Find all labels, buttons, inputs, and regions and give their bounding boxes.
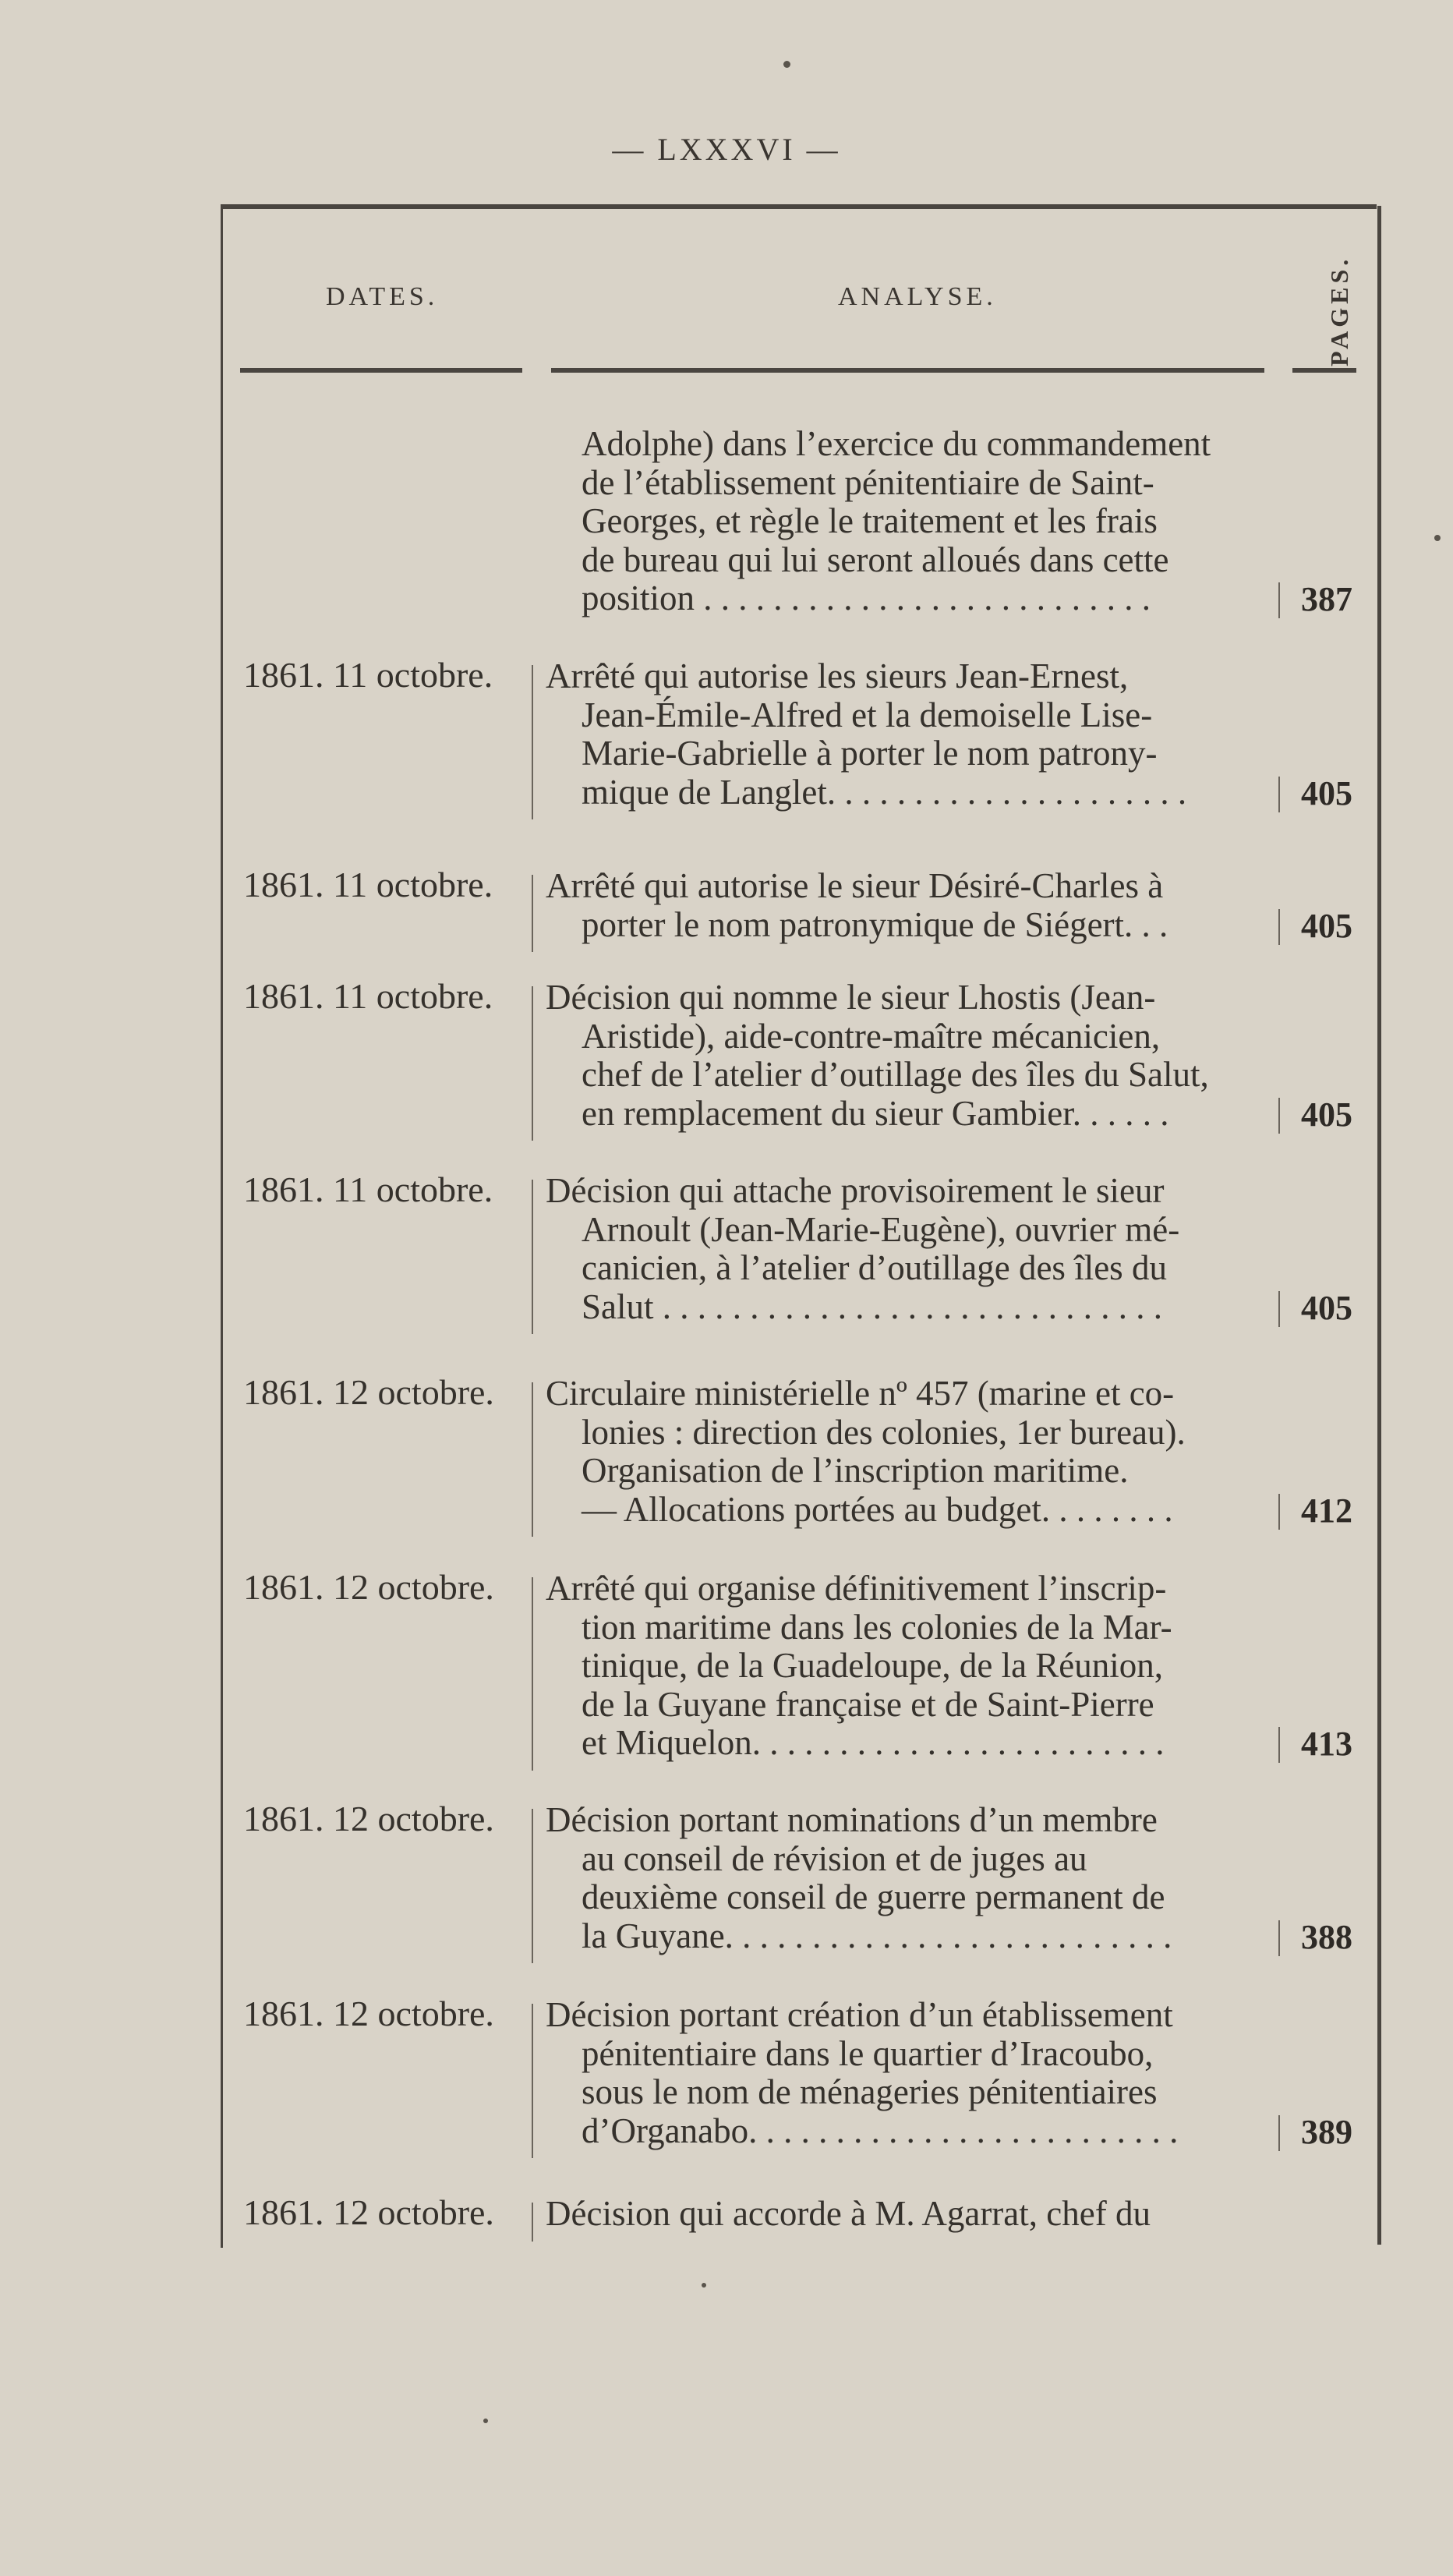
analysis-line: Arrêté qui organise définitivement l’inscrip- xyxy=(546,1569,1167,1608)
analysis-line: Salut . . . . . . . . . . . . . . . . . . . . . . . . . . . . . xyxy=(582,1286,1163,1326)
entry-analysis xyxy=(546,1172,1274,1326)
analysis-line: sous le nom de ménageries pénitentiaires xyxy=(582,2072,1158,2111)
analysis-line: en remplacement du sieur Gambier. . . . . . xyxy=(582,1093,1169,1133)
entry-page-number: 405 xyxy=(1301,906,1352,945)
analysis-line: Décision qui accorde à M. Agarrat, chef du xyxy=(546,2194,1151,2233)
analysis-line: Georges, et règle le traitement et les frais xyxy=(582,501,1158,540)
analysis-line: lonies : direction des colonies, 1er bureau). xyxy=(582,1412,1186,1452)
page-column-separator xyxy=(1278,1494,1280,1530)
page-column-separator xyxy=(1278,582,1280,618)
entry-page-number: 389 xyxy=(1301,2112,1352,2151)
entry-date: 1861. 11 octobre. xyxy=(243,1169,493,1209)
column-separator xyxy=(532,986,533,1141)
analysis-line: position . . . . . . . . . . . . . . . . . . . . . . . . . . xyxy=(582,579,1151,617)
entry-analysis xyxy=(546,978,1274,1133)
analysis-line: deuxième conseil de guerre permanent de xyxy=(582,1877,1165,1916)
print-speck xyxy=(783,61,790,68)
analysis-line: Arrêté qui autorise les sieurs Jean-Ernest, xyxy=(546,656,1129,695)
entry-page-number: 387 xyxy=(1301,580,1352,618)
entry-analysis xyxy=(546,1801,1274,1955)
analysis-line: tinique, de la Guadeloupe, de la Réunion, xyxy=(582,1646,1164,1685)
analysis-line: Adolphe) dans l’exercice du commandement xyxy=(582,424,1211,463)
entry-page-number: 413 xyxy=(1301,1725,1352,1763)
analysis-line: de l’établissement pénitentiaire de Saint- xyxy=(582,462,1154,502)
analysis-line: pénitentiaire dans le quartier d’Iracoubo, xyxy=(582,2033,1154,2073)
analyse-header-rule xyxy=(551,368,1264,373)
page-column-separator xyxy=(1278,909,1280,945)
page-column-separator xyxy=(1278,1291,1280,1327)
analysis-line: de bureau qui lui seront alloués dans cette xyxy=(582,540,1169,579)
analysis-line: tion maritime dans les colonies de la Mar- xyxy=(582,1607,1172,1647)
analysis-line: Marie-Gabrielle à porter le nom patrony- xyxy=(582,734,1158,773)
column-separator xyxy=(532,2004,533,2158)
analysis-line: Aristide), aide-contre-maître mécanicien, xyxy=(582,1016,1161,1056)
analysis-line: Circulaire ministérielle nº 457 (marine et co- xyxy=(546,1374,1175,1413)
entry-date: 1861. 11 octobre. xyxy=(243,655,493,695)
analysis-line: et Miquelon. . . . . . . . . . . . . . . . . . . . . . . . xyxy=(582,1723,1165,1762)
dates-column-header: DATES. xyxy=(326,282,439,311)
entry-date: 1861. 11 octobre. xyxy=(243,865,493,904)
analysis-line: chef de l’atelier d’outillage des îles du Salut, xyxy=(582,1055,1209,1094)
analysis-line: au conseil de révision et de juges au xyxy=(582,1838,1087,1878)
entry-analysis xyxy=(546,1996,1274,2150)
analysis-line: — Allocations portées au budget. . . . . . . . xyxy=(582,1489,1173,1529)
entry-date: 1861. 12 octobre. xyxy=(243,1994,494,2033)
column-separator xyxy=(532,875,533,952)
pages-column-header: PAGES. xyxy=(1325,255,1353,366)
page-column-separator xyxy=(1278,1727,1280,1763)
entry-page-number: 405 xyxy=(1301,1095,1352,1134)
page-column-separator xyxy=(1278,777,1280,812)
print-speck xyxy=(702,2283,706,2288)
column-separator xyxy=(532,2203,533,2242)
analysis-line: Organisation de l’inscription maritime. xyxy=(582,1451,1129,1490)
entry-analysis xyxy=(546,867,1274,944)
page-column-separator xyxy=(1278,1098,1280,1134)
entry-page-number: 388 xyxy=(1301,1917,1352,1956)
column-separator xyxy=(532,665,533,819)
column-separator xyxy=(532,1180,533,1334)
analysis-line: Arnoult (Jean-Marie-Eugène), ouvrier mé- xyxy=(582,1209,1180,1249)
entry-page-number: 405 xyxy=(1301,1288,1352,1327)
analysis-line: canicien, à l’atelier d’outillage des îles du xyxy=(582,1248,1167,1287)
column-separator xyxy=(532,1382,533,1537)
analysis-line: Décision portant nominations d’un membre xyxy=(546,1800,1158,1839)
analysis-line: mique de Langlet. . . . . . . . . . . . . . . . . . . . . xyxy=(582,772,1187,812)
dates-header-rule xyxy=(240,368,522,373)
print-speck xyxy=(1434,535,1441,541)
entry-date: 1861. 12 octobre. xyxy=(243,2192,494,2232)
entry-analysis xyxy=(546,425,1274,618)
analysis-line: de la Guyane française et de Saint-Pierre xyxy=(582,1684,1154,1724)
analysis-line: la Guyane. . . . . . . . . . . . . . . . . . . . . . . . . . xyxy=(582,1916,1172,1955)
pages-header-rule xyxy=(1292,368,1356,373)
entry-date: 1861. 12 octobre. xyxy=(243,1799,494,1838)
analysis-line: porter le nom patronymique de Siégert. . . xyxy=(582,904,1168,944)
analyse-column-header: ANALYSE. xyxy=(838,282,997,311)
entry-date: 1861. 12 octobre. xyxy=(243,1567,494,1607)
entry-analysis xyxy=(546,1569,1274,1763)
print-speck xyxy=(483,2419,488,2423)
entry-analysis xyxy=(546,657,1274,812)
entry-analysis xyxy=(546,1375,1274,1529)
page-column-separator xyxy=(1278,2115,1280,2151)
analysis-line: Jean-Émile-Alfred et la demoiselle Lise- xyxy=(582,695,1153,734)
entry-page-number: 405 xyxy=(1301,773,1352,812)
entry-page-number: 412 xyxy=(1301,1491,1352,1530)
page-number: — LXXXVI — xyxy=(612,132,841,167)
column-separator xyxy=(532,1577,533,1771)
analysis-line: Décision qui nomme le sieur Lhostis (Jean- xyxy=(546,978,1156,1017)
entry-date: 1861. 12 octobre. xyxy=(243,1372,494,1412)
analysis-line: Décision portant création d’un établissement xyxy=(546,1995,1173,2034)
analysis-line: Arrêté qui autorise le sieur Désiré-Charles à xyxy=(546,866,1164,905)
page-column-separator xyxy=(1278,1920,1280,1956)
entry-analysis xyxy=(546,2195,1274,2234)
entry-date: 1861. 11 octobre. xyxy=(243,976,493,1016)
column-separator xyxy=(532,1809,533,1963)
analysis-line: d’Organabo. . . . . . . . . . . . . . . . . . . . . . . . . xyxy=(582,2111,1179,2150)
analysis-line: Décision qui attache provisoirement le sieur xyxy=(546,1171,1165,1210)
